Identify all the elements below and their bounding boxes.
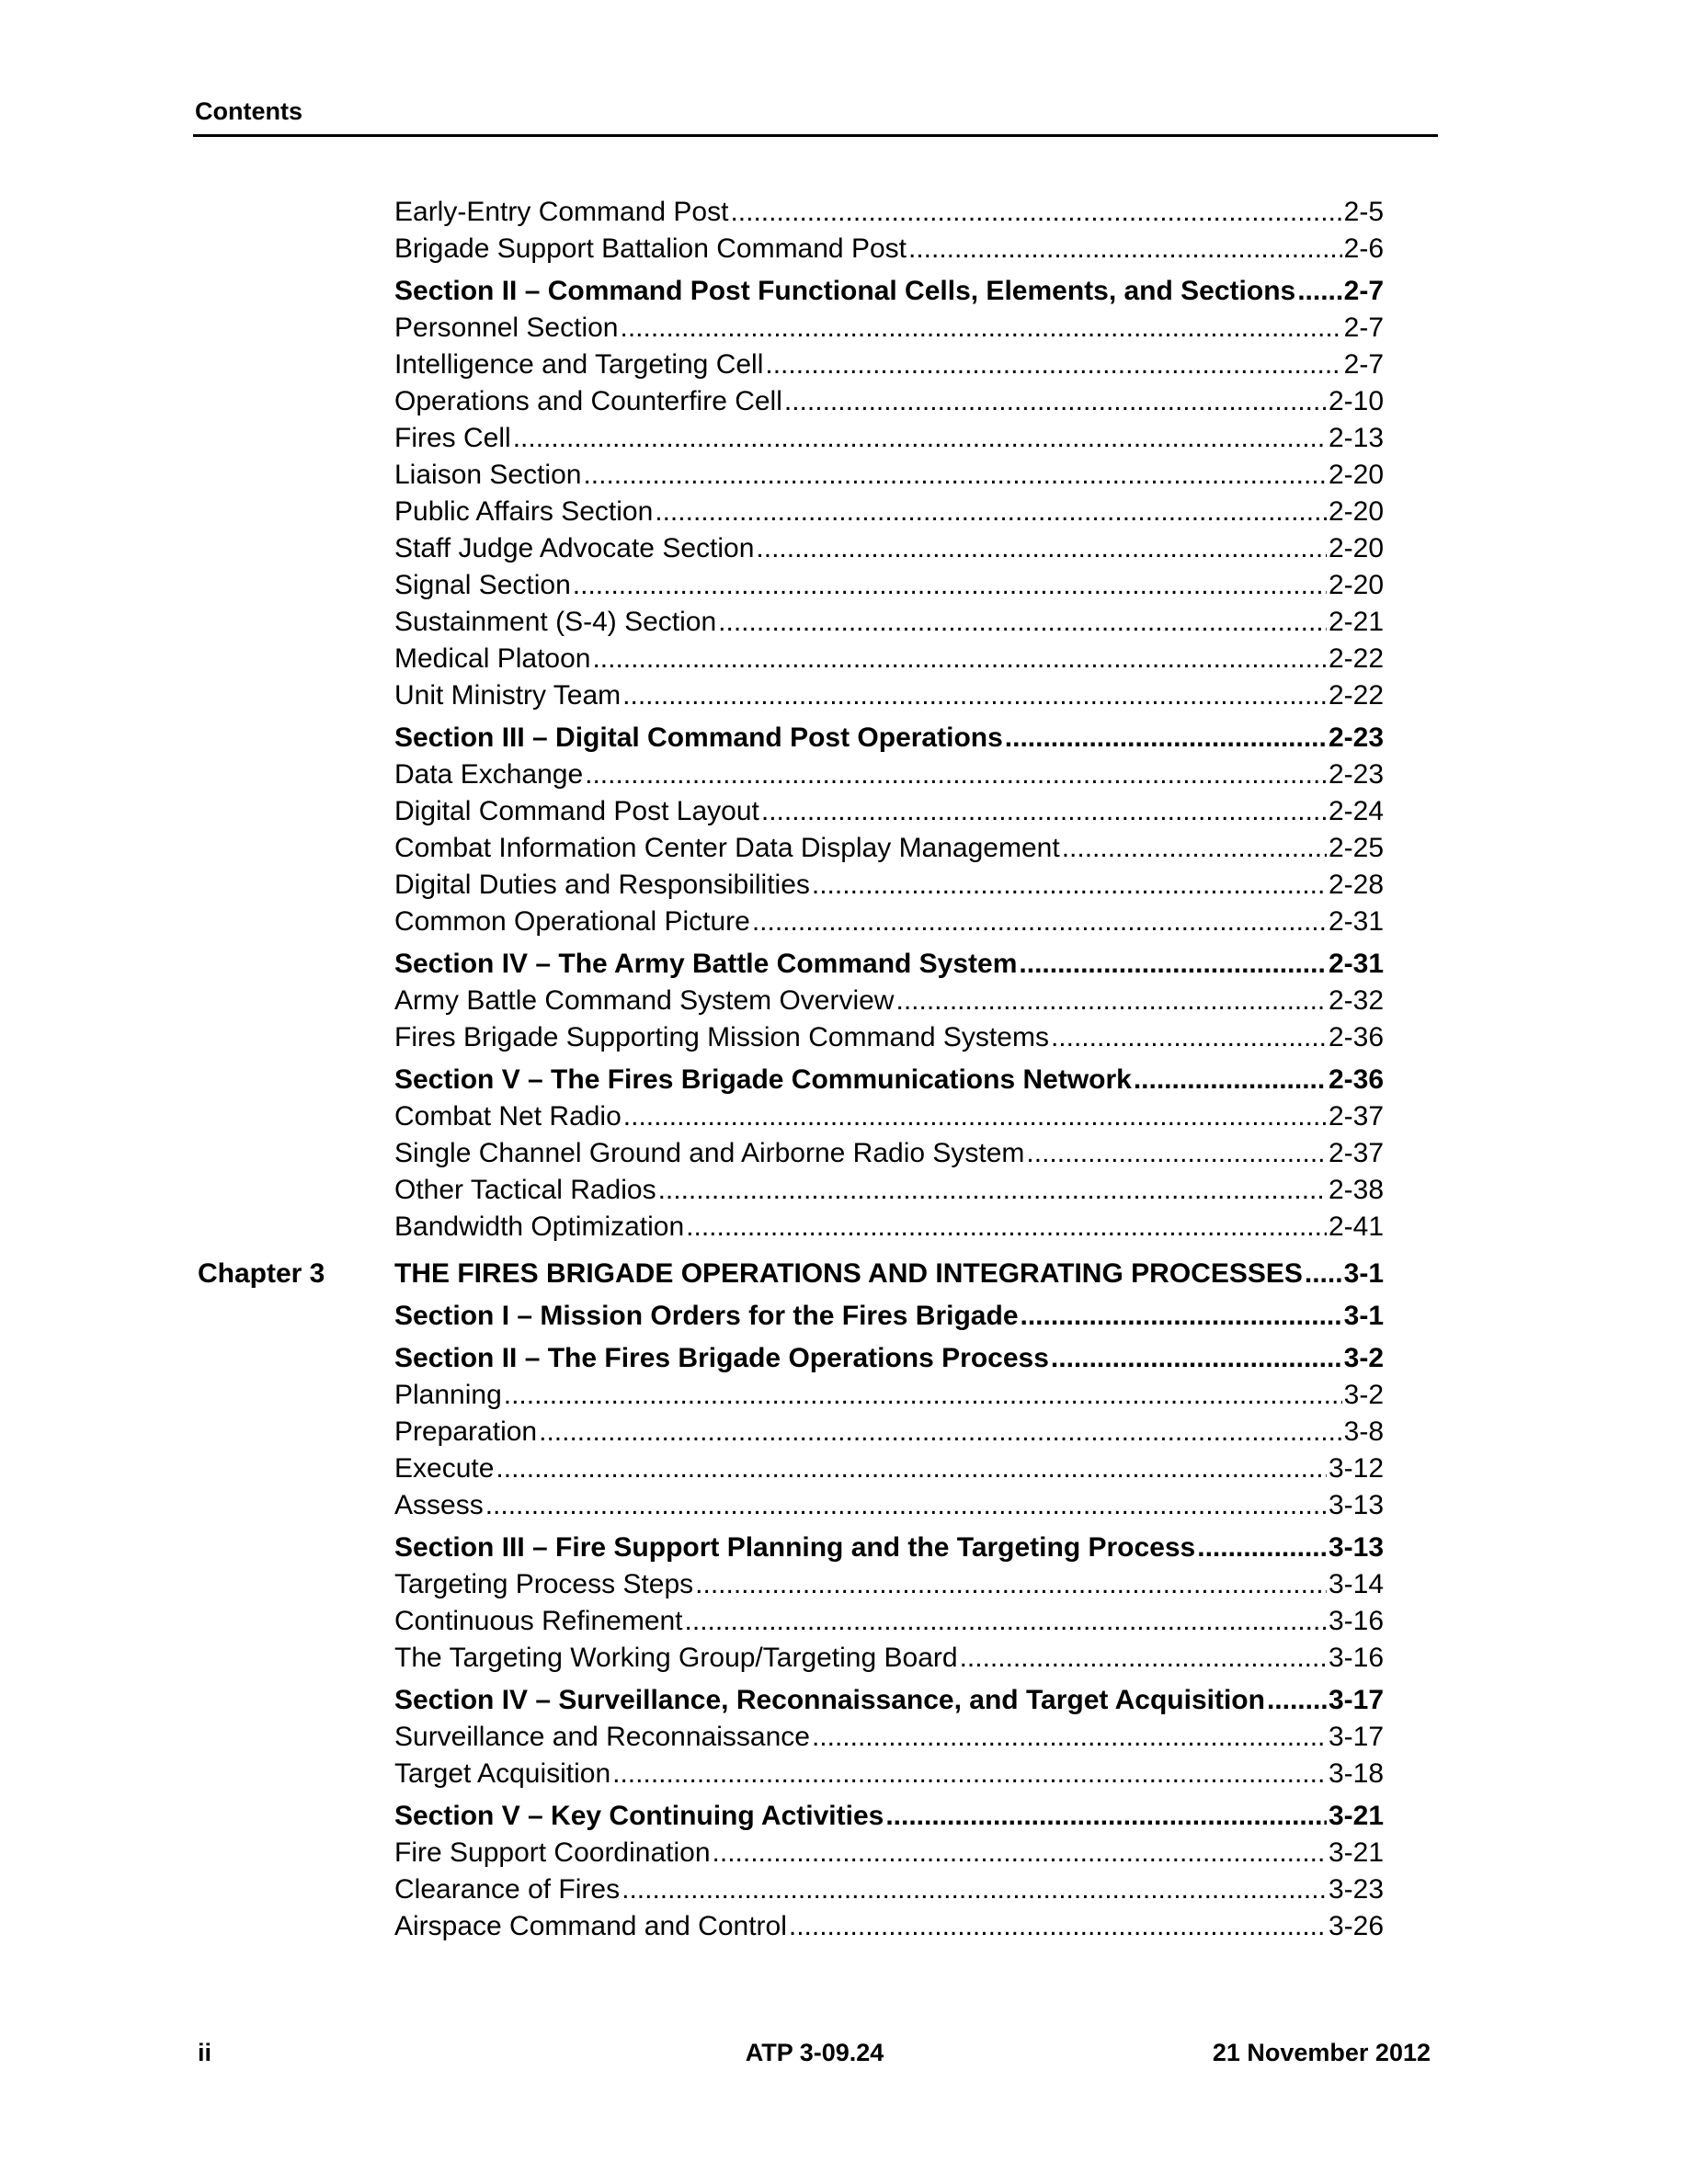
toc-entry bbox=[394, 983, 1384, 1019]
dot-leader bbox=[1051, 1019, 1327, 1056]
toc-entry-title: THE FIRES BRIGADE OPERATIONS AND INTEGRATING PROCESSES bbox=[394, 1258, 1303, 1289]
toc-entry-title: Bandwidth Optimization bbox=[394, 1211, 685, 1242]
toc-entry bbox=[394, 677, 1384, 714]
toc-entry bbox=[394, 273, 1384, 310]
toc-entry-title: Digital Duties and Responsibilities bbox=[394, 870, 810, 900]
toc-entry bbox=[394, 1377, 1384, 1414]
dot-leader bbox=[789, 1908, 1327, 1945]
toc-entry bbox=[394, 1450, 1384, 1487]
toc-entry-title: Planning bbox=[394, 1380, 502, 1410]
toc-entry-title: Airspace Command and Control bbox=[394, 1911, 787, 1941]
toc-entry bbox=[394, 1640, 1384, 1677]
toc-entry-title: Section II – Command Post Functional Cells, Elements, and Sections bbox=[394, 276, 1296, 306]
dot-leader bbox=[752, 904, 1327, 940]
toc-entry-title: Operations and Counterfire Cell bbox=[394, 386, 782, 416]
toc-entry-page: 2-24 bbox=[1328, 796, 1384, 826]
dot-leader bbox=[895, 983, 1326, 1019]
dot-leader bbox=[765, 347, 1341, 383]
toc-entry-title: Combat Information Center Data Display Management bbox=[394, 833, 1060, 863]
toc-entry-page: 2-20 bbox=[1328, 570, 1384, 600]
toc-entry bbox=[394, 1682, 1384, 1719]
toc-entry bbox=[394, 420, 1384, 457]
toc-entry-title: Section II – The Fires Brigade Operations Process bbox=[394, 1343, 1049, 1373]
chapter-label: Chapter 3 bbox=[198, 1258, 325, 1289]
toc-entry-title: Section V – The Fires Brigade Communications Network bbox=[394, 1064, 1132, 1095]
dot-leader bbox=[718, 604, 1327, 641]
toc-entry bbox=[394, 756, 1384, 793]
toc-entry-page: 2-36 bbox=[1328, 1022, 1384, 1052]
toc-entry-page: 3-17 bbox=[1328, 1685, 1384, 1715]
toc-entry-page: 2-32 bbox=[1328, 985, 1384, 1016]
toc-entry-title: Fire Support Coordination bbox=[394, 1837, 711, 1868]
dot-leader bbox=[908, 231, 1342, 267]
dot-leader bbox=[885, 1798, 1327, 1835]
toc-entry-page: 2-20 bbox=[1328, 533, 1384, 563]
dot-leader bbox=[585, 756, 1327, 793]
toc-entry-page: 3-17 bbox=[1328, 1722, 1384, 1752]
toc-entry bbox=[394, 1209, 1384, 1246]
toc-entry-page: 2-5 bbox=[1343, 197, 1384, 227]
toc-entry-page: 3-16 bbox=[1328, 1643, 1384, 1673]
dot-leader bbox=[1134, 1062, 1327, 1098]
toc-entry-page: 2-7 bbox=[1343, 313, 1384, 343]
dot-leader bbox=[1062, 830, 1327, 867]
toc-entry-page: 3-1 bbox=[1343, 1258, 1384, 1289]
toc-entry bbox=[394, 1298, 1384, 1335]
toc-entry-page: 2-22 bbox=[1328, 680, 1384, 711]
toc-entry-page: 2-23 bbox=[1328, 722, 1384, 753]
toc-entry-page: 2-28 bbox=[1328, 870, 1384, 900]
dot-leader bbox=[583, 457, 1326, 494]
toc-entry-title: Personnel Section bbox=[394, 313, 619, 343]
toc-entry bbox=[394, 457, 1384, 494]
toc-entry-page: 2-13 bbox=[1328, 423, 1384, 453]
dot-leader bbox=[695, 1566, 1327, 1603]
dot-leader bbox=[812, 1719, 1327, 1756]
dot-leader bbox=[960, 1640, 1327, 1677]
toc-entry-page: 2-25 bbox=[1328, 833, 1384, 863]
toc-entry-title: Execute bbox=[394, 1453, 495, 1484]
toc-entry-page: 2-22 bbox=[1328, 643, 1384, 674]
toc-entry-title: Clearance of Fires bbox=[394, 1874, 621, 1905]
toc-entry-title: Staff Judge Advocate Section bbox=[394, 533, 755, 563]
toc-entry-page: 3-18 bbox=[1328, 1758, 1384, 1789]
footer-date: 21 November 2012 bbox=[1212, 2039, 1431, 2066]
dot-leader bbox=[513, 420, 1327, 457]
dot-leader bbox=[592, 641, 1326, 677]
toc-entry bbox=[394, 567, 1384, 604]
toc-entry-page: 3-14 bbox=[1328, 1569, 1384, 1599]
dot-leader bbox=[1005, 720, 1327, 756]
toc-entry-title: Target Acquisition bbox=[394, 1758, 611, 1789]
dot-leader bbox=[756, 530, 1327, 567]
toc-entry-title: Signal Section bbox=[394, 570, 571, 600]
toc-entry-page: 3-1 bbox=[1343, 1301, 1384, 1331]
toc-entry-title: Brigade Support Battalion Command Post bbox=[394, 233, 907, 264]
toc-entry bbox=[394, 1414, 1384, 1450]
toc-entry-title: Early-Entry Command Post bbox=[394, 197, 729, 227]
toc-entry-title: Targeting Process Steps bbox=[394, 1569, 694, 1599]
toc-entry-title: The Targeting Working Group/Targeting Board bbox=[394, 1643, 958, 1673]
dot-leader bbox=[761, 793, 1327, 830]
toc-entry-page: 2-20 bbox=[1328, 460, 1384, 490]
toc-entry-title: Single Channel Ground and Airborne Radio System bbox=[394, 1138, 1025, 1168]
toc-entry-title: Assess bbox=[394, 1490, 484, 1520]
toc-entry bbox=[394, 1098, 1384, 1135]
toc-entry-page: 2-31 bbox=[1328, 949, 1384, 979]
toc-entry bbox=[394, 347, 1384, 383]
toc-entry bbox=[394, 1135, 1384, 1172]
dot-leader bbox=[612, 1756, 1327, 1792]
toc-entry bbox=[394, 1835, 1384, 1871]
toc-entry bbox=[394, 1487, 1384, 1524]
toc-entry bbox=[394, 1172, 1384, 1209]
toc-entry-page: 2-41 bbox=[1328, 1211, 1384, 1242]
dot-leader bbox=[1026, 1135, 1327, 1172]
toc-entry-page: 3-2 bbox=[1343, 1343, 1384, 1373]
toc-entry bbox=[394, 1019, 1384, 1056]
dot-leader bbox=[1051, 1340, 1342, 1377]
toc-entry-title: Intelligence and Targeting Cell bbox=[394, 349, 764, 380]
toc-entry bbox=[394, 194, 1384, 231]
toc-entry-page: 2-20 bbox=[1328, 496, 1384, 527]
toc-entry bbox=[394, 720, 1384, 756]
dot-leader bbox=[573, 567, 1327, 604]
toc-entry-page: 2-10 bbox=[1328, 386, 1384, 416]
toc-entry bbox=[394, 793, 1384, 830]
toc-entry-page: 2-7 bbox=[1343, 276, 1384, 306]
toc-entry-page: 3-13 bbox=[1328, 1490, 1384, 1520]
footer-page-number: ii bbox=[198, 2039, 212, 2066]
dot-leader bbox=[658, 1172, 1327, 1209]
toc-entry-page: 2-38 bbox=[1328, 1175, 1384, 1205]
dot-leader bbox=[1197, 1530, 1327, 1566]
toc-entry bbox=[394, 830, 1384, 867]
toc-entry-page: 3-13 bbox=[1328, 1532, 1384, 1563]
toc-entry bbox=[394, 383, 1384, 420]
toc-entry-title: Combat Net Radio bbox=[394, 1101, 622, 1132]
toc-entry-title: Fires Cell bbox=[394, 423, 511, 453]
dot-leader bbox=[784, 383, 1327, 420]
toc-entry-title: Preparation bbox=[394, 1416, 538, 1447]
running-header: Contents bbox=[195, 97, 302, 125]
toc-entry bbox=[394, 1566, 1384, 1603]
toc-entry-title: Fires Brigade Supporting Mission Command Systems bbox=[394, 1022, 1049, 1052]
toc-entry-page: 2-21 bbox=[1328, 607, 1384, 637]
dot-leader bbox=[686, 1209, 1327, 1246]
dot-leader bbox=[1305, 1256, 1342, 1292]
toc-entry-title: Section IV – The Army Battle Command System bbox=[394, 949, 1018, 979]
toc-entry bbox=[394, 641, 1384, 677]
toc-entry-title: Common Operational Picture bbox=[394, 906, 750, 937]
toc-entry-page: 3-21 bbox=[1328, 1801, 1384, 1831]
toc-entry-title: Surveillance and Reconnaissance bbox=[394, 1722, 810, 1752]
toc-entry-page: 3-21 bbox=[1328, 1837, 1384, 1868]
toc-entry-page: 2-31 bbox=[1328, 906, 1384, 937]
dot-leader bbox=[1019, 946, 1327, 983]
toc-entry bbox=[394, 904, 1384, 940]
dot-leader bbox=[504, 1377, 1342, 1414]
footer-publication: ATP 3-09.24 bbox=[745, 2039, 884, 2066]
dot-leader bbox=[1297, 273, 1341, 310]
toc-entry-page: 3-23 bbox=[1328, 1874, 1384, 1905]
dot-leader bbox=[485, 1487, 1327, 1524]
toc-entry bbox=[394, 604, 1384, 641]
toc-entry-title: Medical Platoon bbox=[394, 643, 591, 674]
dot-leader bbox=[713, 1835, 1327, 1871]
toc-entry bbox=[394, 1530, 1384, 1566]
dot-leader bbox=[812, 867, 1327, 904]
toc-entry bbox=[394, 1798, 1384, 1835]
toc-entry bbox=[394, 1340, 1384, 1377]
dot-leader bbox=[730, 194, 1341, 231]
toc-entry bbox=[394, 494, 1384, 530]
dot-leader bbox=[622, 677, 1327, 714]
toc-entry-page: 3-2 bbox=[1343, 1380, 1384, 1410]
toc-entry-title: Army Battle Command System Overview bbox=[394, 985, 895, 1016]
toc-entry bbox=[394, 867, 1384, 904]
toc-entry bbox=[394, 1908, 1384, 1945]
toc-entry-title: Public Affairs Section bbox=[394, 496, 654, 527]
dot-leader bbox=[496, 1450, 1327, 1487]
toc-entry-page: 2-23 bbox=[1328, 759, 1384, 790]
toc-entry-title: Data Exchange bbox=[394, 759, 584, 790]
toc-entry-title: Other Tactical Radios bbox=[394, 1175, 656, 1205]
dot-leader bbox=[1267, 1682, 1327, 1719]
toc-entry-page: 3-8 bbox=[1343, 1416, 1384, 1447]
toc-entry-title: Section IV – Surveillance, Reconnaissance, and Target Acquisition bbox=[394, 1685, 1265, 1715]
toc-entry bbox=[394, 946, 1384, 983]
toc-entry-page: 2-37 bbox=[1328, 1101, 1384, 1132]
toc-entry bbox=[394, 1871, 1384, 1908]
toc-entry bbox=[394, 310, 1384, 347]
toc-entry-title: Unit Ministry Team bbox=[394, 680, 622, 711]
toc-entry bbox=[394, 1603, 1384, 1640]
toc-entry-page: 2-36 bbox=[1328, 1064, 1384, 1095]
toc-entry-title: Section I – Mission Orders for the Fires Brigade bbox=[394, 1301, 1019, 1331]
toc-entry-page: 2-37 bbox=[1328, 1138, 1384, 1168]
dot-leader bbox=[539, 1414, 1342, 1450]
dot-leader bbox=[621, 310, 1342, 347]
toc-entry-page: 2-7 bbox=[1343, 349, 1384, 380]
toc-entry-title: Digital Command Post Layout bbox=[394, 796, 759, 826]
toc-entry-page: 3-26 bbox=[1328, 1911, 1384, 1941]
toc-entry bbox=[394, 231, 1384, 267]
toc-entry bbox=[394, 1756, 1384, 1792]
toc-entry bbox=[394, 1062, 1384, 1098]
dot-leader bbox=[685, 1603, 1327, 1640]
toc-entry bbox=[394, 1256, 1384, 1292]
toc-entry-page: 2-6 bbox=[1343, 233, 1384, 264]
toc-entry-title: Section III – Fire Support Planning and the Targeting Process bbox=[394, 1532, 1196, 1563]
toc-entry-title: Section V – Key Continuing Activities bbox=[394, 1801, 884, 1831]
toc-entry-page: 3-12 bbox=[1328, 1453, 1384, 1484]
toc-entry-title: Continuous Refinement bbox=[394, 1606, 683, 1636]
toc-entry-page: 3-16 bbox=[1328, 1606, 1384, 1636]
toc-entry-title: Liaison Section bbox=[394, 460, 582, 490]
toc-entry-title: Sustainment (S-4) Section bbox=[394, 607, 717, 637]
dot-leader bbox=[623, 1098, 1327, 1135]
dot-leader bbox=[1021, 1298, 1342, 1335]
toc-entry bbox=[394, 530, 1384, 567]
toc-entry-title: Section III – Digital Command Post Operations bbox=[394, 722, 1003, 753]
dot-leader bbox=[655, 494, 1327, 530]
dot-leader bbox=[622, 1871, 1327, 1908]
toc-entry bbox=[394, 1719, 1384, 1756]
